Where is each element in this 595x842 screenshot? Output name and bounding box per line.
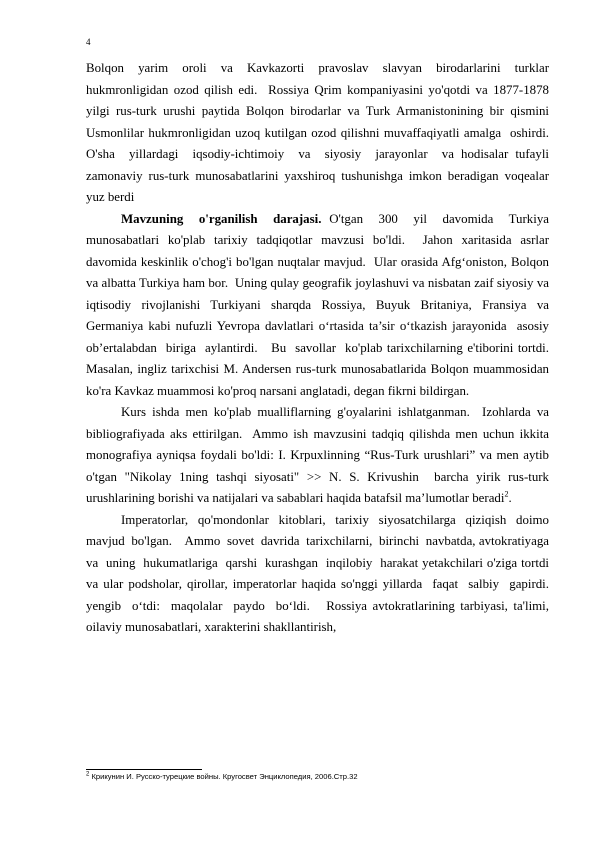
paragraph-historiography [86,510,556,639]
paragraph-sources [86,402,553,510]
paragraph-historiography-text: Imperatorlar, qo'mondonlar kitoblari, tarixiy siyosatchilarga qiziqish doimo mavjud bo'lgan. Ammo sovet davrida tarixchilarni, birinchi navbatda, avtokratiyaga va uning hukumatlariga qarshi kurashgan inqilobiy harakat yetakchilari o'ziga tortdi va ular podsholar, qirollar, imperatorlar haqida so'nggi yillarda faqat salbiy gapirdi. yengib o‘tdi: maqolalar paydo bo‘ldi. Rossiya avtokratlarining tarbiyasi, ta'limi, oilaviy munosabatlari, xarakterini shakllantirish, [86,512,556,634]
footnote-reference[interactable]: 2 [504,489,509,499]
document-body [86,58,559,639]
paragraph-research-degree [86,209,556,403]
section-heading-inline: Mavzuning o'rganilish darajasi. [121,211,322,226]
footnote-marker: 2 [86,771,90,778]
footnote-separator [86,769,202,770]
footnote [86,772,358,781]
page-number: 4 [86,37,91,47]
paragraph-sources-tail: . [508,491,512,505]
footnote-text: Крикунин И. Русско-турецкие войны. Кругосвет Энциклопедия, 2006.Стр.32 [89,772,358,781]
paragraph-intro-text: Bolqon yarim oroli va Kavkazorti pravoslav slavyan birodarlarini turklar hukmronligidan ozod qilish edi. Rossiya Qrim kompaniyasini yo'qotdi va 1877-1878 yilgi rus-turk urushi paytida Bolqon birodarlar va Turk Armanistonining bir qismini Usmonlilar hukmronligidan uzoq kutilgan ozod qilishni muvaffaqiyatli amalga oshirdi. O'sha yillardagi iqsodiy-ichtimoiy va siyosiy jarayonlar va hodisalar tufayli zamonaviy rus-turk munosabatlarini yaxshiroq tushunishga imkon beradigan voqealar yuz berdi [86,61,559,204]
paragraph-intro [86,58,559,209]
paragraph-sources-text: Kurs ishda men ko'plab mualliflarning g'oyalarini ishlatganman. Izohlarda va bibliografiyada aks ettirilgan. Ammo ish mavzusini tadqiq qilishda men uchun ikkita monografiya ayniqsa foydali bo'ldi: I. Krpuxlinning “Rus-Turk urushlari” va men aytib o'tgan "Nikolay 1ning tashqi siyosati" >> N. S. Krivushin barcha yirik rus-turk urushlarining borishi va natijalari va sabablari haqida batafsil ma’lumotlar beradi [86,405,553,505]
paragraph-research-degree-text: O'tgan 300 yil davomida Turkiya munosabatlari ko'plab tarixiy tadqiqotlar mavzusi bo'ldi. Jahon xaritasida asrlar davomida keskinlik o'chog'i bo'lgan nuqtalar mavjud. Ular orasida Afg‘oniston, Bolqon va albatta Turkiya ham bor. Uning qulay geografik joylashuvi va nisbatan zaif siyosiy va iqtisodiy rivojlanishi Turkiyani sharqda Rossiya, Buyuk Britaniya, Fransiya va Germaniya kabi nufuzli Yevropa davlatlari o‘rtasida ta’sir o‘tkazish jarayonida asosiy ob’ertalabdan biriga aylantirdi. Bu savollar ko'plab tarixchilarning e'tiborini tortdi. Masalan, ingliz tarixchisi M. Andersen rus-turk munosabatlarida Bolqon muammosidan ko'ra Kavkaz muammosi ko'proq narsani anglatadi, degan fikrni bildirgan. [86,211,556,398]
